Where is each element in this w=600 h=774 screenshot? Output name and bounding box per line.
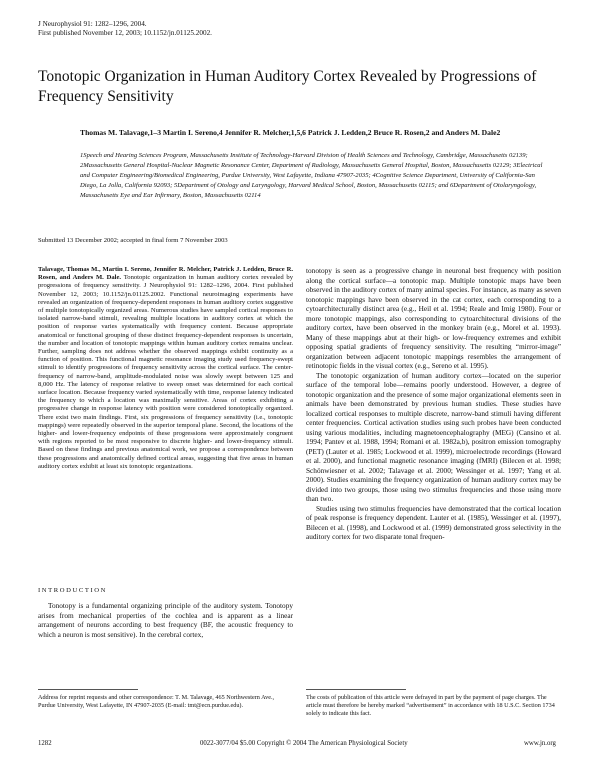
journal-website: www.jn.org [524,740,556,747]
abstract-citation: Tonotopic organization in human auditory cortex revealed by progressions of frequency sensitivity. J Neurophysiol 91: 1282–1296, 2004. First published November 12, 2003; 10.1152/jn.01125.2002. [38,274,293,298]
body-paragraph: Studies using two stimulus frequencies have demonstrated that the cortical location of peak response is frequency dependent. Lauter et al. (1985), Wessinger et al. (1997), Bilecen et al. (1998), and Lockwood et al. (1999) demonstrated gross selectivity in the auditory cortex for two disparate tonal frequen- [306,503,561,541]
journal-citation-line: J Neurophysiol 91: 1282–1296, 2004. [38,20,147,28]
submission-dates: Submitted 13 December 2002; accepted in final form 7 November 2003 [38,237,228,244]
affiliations: 1Speech and Hearing Sciences Program, Massachusetts Institute of Technology-Harvard Division of Health Sciences and Technology, Cambridge, Massachusetts 02139; 2Massachusetts General Hospital-Nuclear Magnetic Resonance Center, Department of Radiology, Massachusetts General Hospital, Boston, Massachusetts 02129; 3Electrical and Computer Engineering/Biomedical Engineering, Purdue University, West Lafayette, Indiana 47907-2035; 4Cognitive Science Department, University of California-San Diego, La Jolla, California 92093; 5Department of Otology and Laryngology, Harvard Medical School, Boston, Massachusetts 02115; and 6Department of Otolaryngology, Massachusetts Eye and Ear Infirmary, Boston, Massachusetts 02114 [80,152,543,199]
right-column [306,266,561,542]
copyright-line: 0022-3077/04 $5.00 Copyright © 2004 The American Physiological Society [200,740,408,747]
body-paragraph: The tonotopic organization of human auditory cortex—located on the superior surface of the temporal lobe—remains poorly understood. However, a degree of tonotopic organization and the presence of some major organizational elements seen in animals have been demonstrated by previous human studies. These studies have localized cortical responses to multiple discrete, narrow-band stimuli having different center frequencies. Cortical activation studies using such probes have been conducted using various modalities, including magnetoencephalography (MEG) (Cansino et al. 1994; Pantev et al. 1988, 1994; Romani et al. 1982a,b), positron emission tomography (PET) (Lauter et al. 1985; Lockwood et al. 1999), microelectrode recordings (Howard et al. 2000), and functional magnetic resonance imaging (fMRI) (Bilecen et al. 1998; Schönwiesner et al. 2002; Talavage et al. 2000; Wessinger et al. 1997; Yang et al. 2000). Studies examining the frequency organization of human auditory cortex may be divided into two groups, those using two stimulus frequencies and those using more than two. [306,370,561,503]
intro-paragraph [38,601,293,639]
abstract-citation-authors: Talavage, Thomas M., Martin I. Sereno, Jennifer R. Melcher, Patrick J. Ledden, Bruce R. Rosen, and Anders M. Dale. [38,266,293,282]
footnote-divider [38,689,138,690]
author-list: Thomas M. Talavage,1–3 Martin I. Sereno,4 Jennifer R. Melcher,1,5,6 Patrick J. Ledden,2 Bruce R. Rosen,2 and Anders M. Dale2 [80,128,501,137]
journal-header [38,20,212,38]
article-title: Tonotopic Organization in Human Auditory Cortex Revealed by Progressions of Frequency Sensitivity [38,68,537,105]
abstract-body: Functional neuroimaging experiments have revealed an organization of frequency-dependent responses in human auditory cortex suggestive of multiple tonotopically organized areas. Numerous studies have sampled cortical responses to isolated narrow-band stimuli, revealing multiple locations in auditory cortex at which the position of response varies systematically with frequency content. Because appropriate anatomical or functional grouping of these distinct frequency-dependent responses is uncertain, the number and location of tonotopic mappings within human auditory cortex remains unclear. Further, sampling does not address whether the observed mappings exhibit continuity as a function of position. This functional magnetic resonance imaging study used frequency-swept stimuli to identify progressions of frequency sensitivity across the cortical surface. The center-frequency of narrow-band, amplitude-modulated noise was slowly swept between 125 and 8,000 Hz. The latency of response relative to sweep onset was determined for each cortical surface location. Because frequency varied systematically with time, response latency indicated the frequency to which a location was maximally sensitive. Areas of cortex exhibiting a progressive change in response latency with position were considered tonotopically organized. There exist two main findings. First, six progressions of frequency sensitivity (i.e., tonotopic mappings) were repeatedly observed in the superior temporal plane. Second, the locations of the higher- and lower-frequency endpoints of these progressions were approximately congruent with regions reported to be most responsive to discrete higher- and lower-frequency stimuli. Based on these findings and previous anatomical work, we propose a correspondence between these progressions and anatomically defined cortical areas, suggesting that five areas in human auditory cortex exhibit at least six tonotopic organizations. [38,290,293,470]
correspondence-footnote: Address for reprint requests and other correspondence: T. M. Talavage, 465 Northwestern Ave., Purdue University, West Lafayette, IN 47907-2035 (E-mail: tmt@ecn.purdue.edu). [38,694,275,709]
body-paragraph: tonotopy is seen as a progressive change in neuronal best frequency with position along the cortical surface—a tonotopic map. Multiple tonotopic maps have been observed in the auditory cortex of many animal species. For instance, as many as seven tonotopic mappings have been observed in the cat cortex, each corresponding to a cytoarchitecturally distinct area (e.g., Heil et al. 1994; Reale and Imig 1980). Four or more tonotopic mappings, also corresponding to cytoarchitectural divisions of the auditory cortex, have been observed in the monkey brain (e.g., Morel et al. 1993). Many of these mappings abut at their high- or low-frequency extremes and exhibit opposing spatial gradients of frequency sensitivity. The resulting “mirror-image” organization between adjacent tonotopic mappings resembles the arrangement of retinotopic fields in the visual cortex (e.g., Sereno et al. 1995). [306,266,561,370]
abstract [38,266,293,471]
intro-text: Tonotopy is a fundamental organizing principle of the auditory system. Tonotopy arises from mechanical properties of the cochlea and is apparent as a linear arrangement of neurons according to best frequency (BF, the acoustic frequency to which a neuron is most sensitive). In the cerebral cortex, [38,601,293,639]
first-published-line: First published November 12, 2003; 10.1152/jn.01125.2002. [38,29,212,37]
page-number: 1282 [38,740,52,747]
section-heading-introduction: INTRODUCTION [38,587,108,594]
footnote-divider [306,689,406,690]
publication-cost-footnote: The costs of publication of this article were defrayed in part by the payment of page charges. The article must therefore be hereby marked “advertisement” in accordance with 18 U.S.C. Section 1734 solely to indicate this fact. [306,694,555,717]
